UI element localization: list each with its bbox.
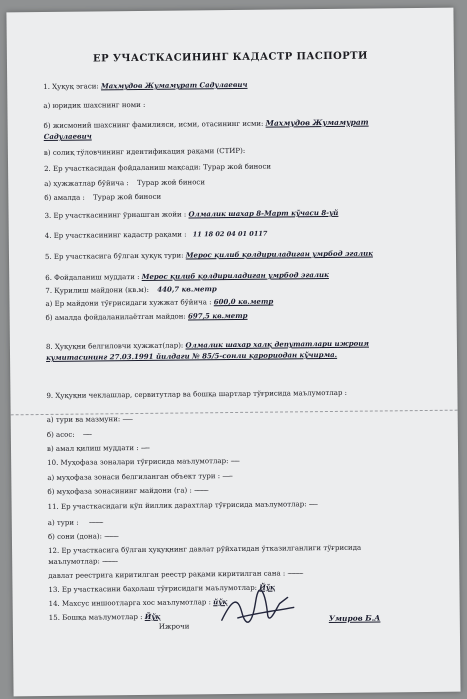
legal-entity-line: а) юридик шахснинг номи : — [43, 100, 146, 110]
valuation-value: Йўқ — [259, 582, 276, 592]
building-area-label: 7. Қурилиш майдони (кв.м): — [45, 285, 149, 295]
right-type-value: Мерос қилиб қолдириладиган умрбод эгалик — [185, 248, 373, 260]
title-document-label: 8. Ҳуқуқни белгиловчи ҳужжат(лар): — [45, 341, 184, 351]
cadastral-number-value: 11 18 02 04 01 0117 — [192, 229, 268, 239]
executor-name: Умиров Б.А — [328, 613, 381, 624]
protected-object-line — [47, 472, 232, 482]
location-value: Олмалик шахар 8-Март кўчаси 8-уй — [188, 207, 339, 219]
zone-area-line — [47, 486, 207, 496]
protection-zones-value: ------ — [230, 456, 239, 466]
special-structures-value: йўқ — [213, 597, 228, 607]
registration-info-value: ----------- — [102, 557, 118, 566]
protected-object-label: а) муҳофаза зонаси белгиланган объект тури : — [47, 472, 221, 482]
tree-type-label: а) тури : — [47, 518, 79, 527]
zone-area-label: б) муҳофаза зонасининг майдони (га) : — [47, 486, 192, 496]
individual-name-label: б) жисмоний шахснинг фамилияси, исми, отасининг исми: — [43, 119, 264, 130]
other-info-line — [49, 612, 161, 622]
document-title: ЕР УЧАСТКАСИНИНГ КАДАСТР ПАСПОРТИ — [92, 50, 368, 65]
doc-area-line — [45, 297, 273, 308]
cadastral-number-label: 4. Ер участкасининг кадастр рақами : — [44, 230, 187, 240]
validity-line — [47, 444, 149, 453]
registration-info-label: маълумотлар: — [48, 557, 100, 566]
fold-crease — [11, 410, 458, 416]
title-document-value-cont: кумитасининг 27.03.1991 йилдаги № 85/5-сонли қарориодан кўчирма. — [45, 349, 338, 362]
other-info-label: 15. Бошқа маълумотлар : — [48, 612, 143, 622]
signature — [217, 589, 297, 630]
owner-value: Махмудов Жумамурат Садулаевич — [100, 79, 248, 91]
registration-info-line — [48, 557, 117, 566]
tree-type-value: ---------- — [88, 518, 103, 527]
executor-label: Ижрочи — [158, 622, 190, 631]
tree-type-line — [48, 518, 103, 527]
special-structures-line — [49, 597, 228, 608]
location-label: 3. Ер участкасининг ўрнашган жойи : — [44, 210, 187, 220]
purpose-actual-line — [44, 193, 161, 202]
term-label: 6. Фойдаланиш муддати : — [45, 272, 140, 282]
basis-line — [47, 430, 91, 438]
registry-number-label: давлат реестрига киритилган реестр рақами киритилган сана : — [48, 569, 286, 580]
basis-label: б) асос: — [46, 430, 75, 439]
protected-object-value: ------- — [222, 472, 232, 481]
term-value: Мерос қилиб қолдириладиган умрбод эгалик — [141, 269, 329, 281]
registry-number-value: ----------- — [287, 569, 303, 578]
registry-number-line — [48, 569, 302, 580]
validity-label: в) амал қилиш муддати : — [46, 443, 139, 453]
actual-area-line — [46, 311, 248, 322]
protection-zones-line — [47, 457, 239, 467]
restrictions-heading: 9. Ҳуқуқни чеклашлар, сервитутлар ва бошқа шартлар тўғрисида маълумотлар : — [46, 388, 348, 400]
location-line — [45, 208, 339, 220]
special-structures-label: 14. Махсус иншоотларга хос маълумотлар : — [48, 598, 211, 608]
right-type-label: 5. Ер участкасига бўлган ҳуқуқ тури: — [44, 251, 184, 261]
doc-area-label: а) Ер майдони тўғрисидаги хужжат бўйича : — [45, 298, 212, 308]
purpose-docs-label: а) ҳужжатлар бўйича : — [44, 179, 129, 188]
restriction-type-line — [47, 415, 132, 424]
tree-count-line — [48, 532, 118, 541]
trees-label: 11. Ер участкасидаги кўп йиллик дарахтлар тўғрисида маълумотлар: — [47, 500, 307, 511]
actual-area-value: 697,5 кв.метр — [187, 310, 248, 321]
purpose-line: 2. Ер участкасидан фойдаланиш мақсади: Турар жой биноси — [44, 162, 272, 173]
registration-heading: 12. Ер участкасига бўлган ҳуқуқнинг давлат рўйхатидан ўтказилганлиги тўғрисида — [48, 543, 362, 555]
trees-value: ------ — [308, 500, 318, 509]
purpose-docs-value: Турар жой биноси — [136, 178, 206, 188]
purpose-docs-line — [44, 178, 205, 188]
purpose-actual-label: б) амалда : — [44, 193, 85, 202]
individual-name-value: Махмудов Жумамурат — [265, 117, 369, 128]
tree-count-label: б) сони (дона): — [47, 532, 103, 541]
building-area-line — [45, 284, 216, 295]
validity-value: ------ — [140, 443, 150, 452]
building-area-value: 440,7 кв.метр — [157, 284, 217, 294]
doc-area-value: 600,0 кв.метр — [213, 296, 274, 307]
restriction-type-label: а) тури ва мазмуни: — [46, 415, 121, 424]
restriction-type-value: ------- — [122, 415, 133, 424]
actual-area-label: б) амалда фойдаланилаётган майдон: — [45, 312, 186, 322]
cadastral-number-line — [45, 230, 268, 240]
zone-area-value: ---------- — [194, 486, 208, 495]
purpose-actual-value: Турар жой биноси — [93, 192, 162, 202]
other-info-value: Йўқ — [144, 611, 161, 621]
tree-count-value: ---------- — [104, 532, 118, 541]
right-type-line — [45, 249, 373, 261]
passport-document — [6, 8, 460, 697]
owner-line — [43, 80, 247, 91]
tin-line: в) солиқ тўловчининг идентификация рақами (СТИР): — [43, 146, 246, 157]
protection-zones-label: 10. Муҳофаза зоналари тўғрисида маълумотлар: — [47, 457, 229, 467]
title-document-value: Олмалик шахар халқ депутатлари ижроия — [185, 338, 369, 350]
term-line — [45, 270, 329, 282]
valuation-label: 13. Ер участкасини баҳолаш тўғрисидаги маълумотлар: — [48, 583, 258, 594]
individual-patronymic-value: Садулаевич — [43, 131, 92, 141]
trees-line — [48, 500, 317, 511]
basis-value: ------ — [82, 430, 92, 439]
individual-name-line — [44, 118, 369, 130]
owner-label: 1. Ҳуқуқ эгаси: — [43, 82, 99, 91]
